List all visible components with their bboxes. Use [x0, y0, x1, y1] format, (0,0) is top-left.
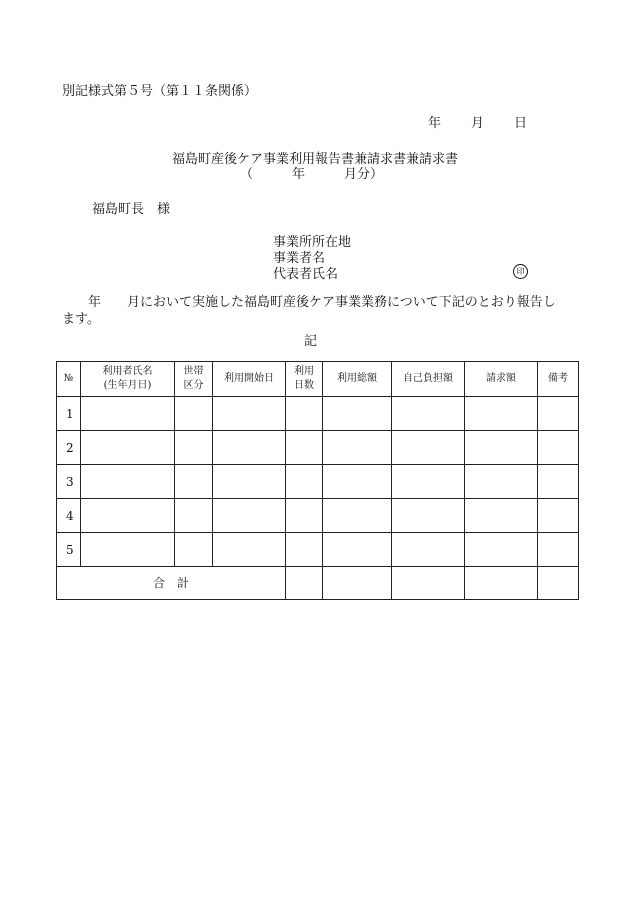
- header-total-amount: 利用総額: [323, 362, 392, 397]
- row-number: 3: [57, 465, 81, 499]
- header-no: №: [57, 362, 81, 397]
- cell-total[interactable]: [323, 431, 392, 465]
- cell-self-pay[interactable]: [392, 499, 465, 533]
- cell-claim[interactable]: [465, 465, 538, 499]
- total-row: [57, 567, 579, 600]
- cell-self-pay[interactable]: [392, 397, 465, 431]
- cell-days[interactable]: [286, 397, 323, 431]
- header-claim: 請求額: [465, 362, 538, 397]
- cell-start-date[interactable]: [213, 465, 286, 499]
- cell-name[interactable]: [81, 465, 175, 499]
- form-number: 別記様式第５号（第１１条関係）: [62, 84, 258, 99]
- cell-claim[interactable]: [465, 397, 538, 431]
- cell-start-date[interactable]: [213, 499, 286, 533]
- total-remarks[interactable]: [538, 567, 579, 600]
- row-number: 1: [57, 397, 81, 431]
- representative-label: 代表者氏名: [273, 267, 339, 282]
- document-subtitle: （ 年 月分）: [240, 167, 384, 182]
- cell-claim[interactable]: [465, 499, 538, 533]
- cell-household[interactable]: [175, 431, 213, 465]
- cell-household[interactable]: [175, 397, 213, 431]
- header-remarks: 備考: [538, 362, 579, 397]
- table-header-row: [57, 362, 579, 397]
- row-number: 2: [57, 431, 81, 465]
- cell-household[interactable]: [175, 533, 213, 567]
- cell-days[interactable]: [286, 499, 323, 533]
- date-line: [428, 112, 527, 131]
- document-title: 福島町産後ケア事業利用報告書兼請求書兼請求書: [171, 152, 458, 167]
- report-table: [56, 361, 579, 600]
- cell-start-date[interactable]: [213, 397, 286, 431]
- table-row: [57, 499, 579, 533]
- ki-heading: 記: [304, 334, 318, 349]
- cell-start-date[interactable]: [213, 533, 286, 567]
- row-number: 4: [57, 499, 81, 533]
- cell-days[interactable]: [286, 465, 323, 499]
- row-number: 5: [57, 533, 81, 567]
- cell-total[interactable]: [323, 465, 392, 499]
- cell-name[interactable]: [81, 533, 175, 567]
- cell-remarks[interactable]: [538, 465, 579, 499]
- cell-household[interactable]: [175, 499, 213, 533]
- cell-remarks[interactable]: [538, 533, 579, 567]
- cell-name[interactable]: [81, 499, 175, 533]
- cell-self-pay[interactable]: [392, 431, 465, 465]
- header-start-date: 利用開始日: [213, 362, 286, 397]
- seal-mark: 印: [513, 264, 528, 279]
- body-text: 年 月において実施した福島町産後ケア事業業務について下記のとおり報告します。: [62, 295, 556, 327]
- cell-remarks[interactable]: [538, 397, 579, 431]
- cell-total[interactable]: [323, 397, 392, 431]
- cell-self-pay[interactable]: [392, 465, 465, 499]
- total-claim[interactable]: [465, 567, 538, 600]
- cell-remarks[interactable]: [538, 499, 579, 533]
- total-amount[interactable]: [323, 567, 392, 600]
- total-self-pay[interactable]: [392, 567, 465, 600]
- cell-self-pay[interactable]: [392, 533, 465, 567]
- cell-name[interactable]: [81, 397, 175, 431]
- business-name-label: 事業者名: [273, 251, 326, 266]
- address-label: 事業所所在地: [273, 235, 352, 250]
- total-label: 合 計: [57, 567, 286, 600]
- date-year: 年: [428, 116, 442, 131]
- total-days[interactable]: [286, 567, 323, 600]
- cell-days[interactable]: [286, 431, 323, 465]
- cell-remarks[interactable]: [538, 431, 579, 465]
- table-row: [57, 533, 579, 567]
- header-household: 世帯 区分: [175, 362, 213, 397]
- cell-claim[interactable]: [465, 533, 538, 567]
- cell-name[interactable]: [81, 431, 175, 465]
- table-row: [57, 465, 579, 499]
- header-self-pay: 自己負担額: [392, 362, 465, 397]
- date-day: 日: [514, 116, 528, 131]
- table-row: [57, 431, 579, 465]
- cell-days[interactable]: [286, 533, 323, 567]
- cell-total[interactable]: [323, 499, 392, 533]
- addressee: 福島町長 様: [92, 202, 171, 217]
- cell-total[interactable]: [323, 533, 392, 567]
- cell-household[interactable]: [175, 465, 213, 499]
- header-user-name: 利用者氏名 (生年月日): [81, 362, 175, 397]
- table-row: [57, 397, 579, 431]
- cell-start-date[interactable]: [213, 431, 286, 465]
- date-month: 月: [471, 116, 485, 131]
- cell-claim[interactable]: [465, 431, 538, 465]
- header-days: 利用 日数: [286, 362, 323, 397]
